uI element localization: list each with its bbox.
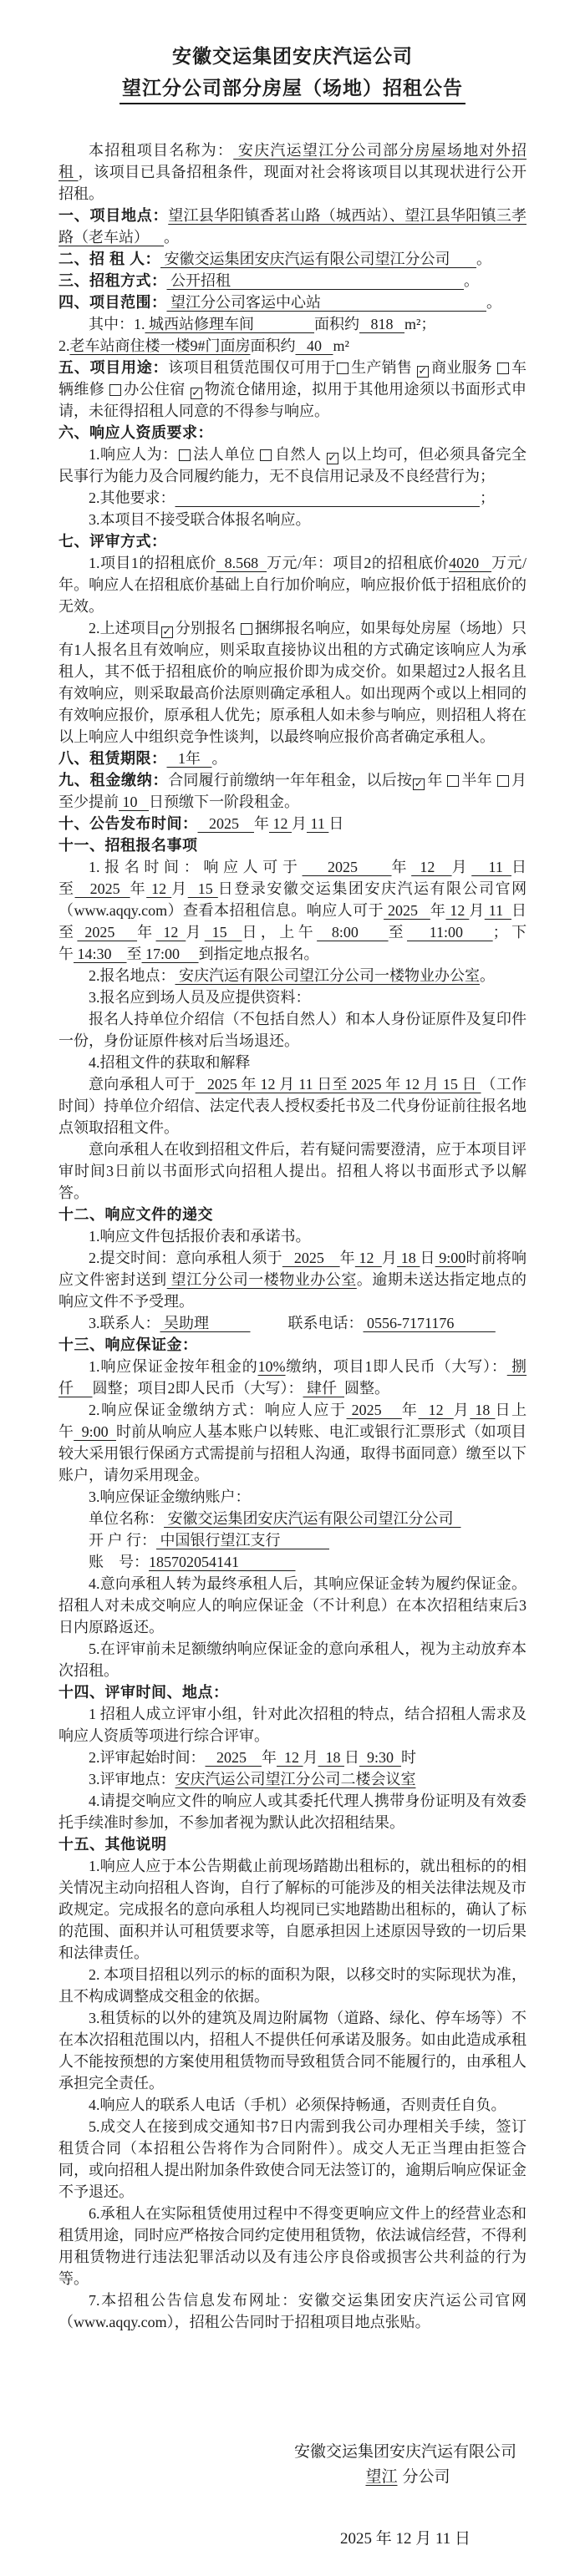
fill-in-value: 15 (187, 880, 218, 897)
text-run: 至 (126, 946, 142, 962)
text-run: 。 (486, 294, 501, 311)
paragraph (58, 986, 526, 1008)
text-run: 时 (401, 1749, 417, 1766)
text-run: 缴纳，项目1即人民币（大写）： (285, 1358, 507, 1375)
fill-in-value: 12 (354, 1250, 382, 1266)
text-run: 5.在评审前未足额缴纳响应保证金的意向承租人，视为主动放弃本次招租。 (58, 1640, 526, 1679)
paragraph (58, 1399, 526, 1486)
text-run: 4.意向承租人转为最终承租人后，其响应保证金转为履约保证金。招租人对未成交响应人的响应保证金（不计利息）在本次招租结束后3日内原路返还。 (58, 1575, 526, 1635)
fill-in-value: 中国银行望江支行 (156, 1532, 329, 1549)
text-run: 车辆维修 (58, 359, 527, 398)
paragraph (58, 248, 526, 270)
text-run: 1.响应人为： (89, 446, 178, 463)
fill-in-value: 11 (471, 859, 511, 875)
fill-in-value: 8:00 (317, 924, 389, 941)
text-run: 面积约 (314, 316, 359, 332)
paragraph (58, 1008, 526, 1052)
text-run: 年 (339, 1250, 355, 1266)
text-run: 时前将响应文件密封送到 (58, 1250, 527, 1288)
paragraph (58, 1551, 526, 1573)
fill-in-value: 公开招租 (166, 272, 464, 289)
fill-in-value: 185702054141 (149, 1554, 296, 1570)
text-run: 4.响应人的联系人电话（手机）必须保持畅通，否则责任自负。 (89, 2097, 506, 2113)
fill-in-value: 2025 (205, 1749, 262, 1766)
text-run: 2.其他要求： (89, 489, 176, 506)
fill-in-value: 2025 (282, 1250, 340, 1266)
fill-in-value: 10 (119, 794, 149, 810)
fill-in-value: 2025 (77, 924, 138, 941)
fill-in-value: 吴助理 (160, 1315, 251, 1331)
text-run: 2. 本项目招租以列示的标的面积为限，以移交时的实际现状为准，且不构成调整成交租金的依据。 (58, 1966, 526, 2005)
text-run: 自然人 (274, 446, 326, 463)
fill-in-value: 18 (318, 1749, 344, 1766)
text-run: 物流仓储用途，拟用于其他用途须以书面形式申请，未征得招租人同意的不得参与响应。 (58, 381, 527, 419)
paragraph (58, 444, 526, 487)
text-run: 月 (451, 859, 472, 875)
doc-body (58, 139, 526, 2333)
fill-in-value: 12 (146, 880, 172, 897)
fill-in-value: 15 (204, 924, 242, 941)
text-run: 3.租赁标的以外的建筑及周边附属物（道路、绿化、停车场等）不在本次招租范围以内，招租人不提供任何承诺及服务。如由此造成承租人不能按预想的方案使用租赁物而导致租赁合同不能履行的，由承租人承担完全责任。 (58, 2010, 526, 2092)
text-run: 办公住宿 (123, 381, 190, 398)
paragraph (58, 769, 526, 813)
text-run: 2.报名地点： (89, 967, 176, 984)
text-run: 4.招租文件的获取和解释 (89, 1054, 251, 1071)
footer-branch (267, 2465, 543, 2490)
footer-company: 安徽交运集团安庆汽运有限公司 (293, 2443, 516, 2461)
text-run: m² (333, 337, 349, 354)
doc-subtitle-text: 望江分公司部分房屋（场地）招租公告 (120, 75, 465, 104)
paragraph (58, 2289, 526, 2333)
text-run: 3.联系人： (89, 1315, 160, 1331)
checkbox-checked-icon: ✓ (414, 778, 424, 790)
paragraph (58, 1334, 526, 1356)
fill-in-value: 18 (470, 1402, 496, 1418)
text-run: 捆绑报名响应，如果每处房屋（场地）只有1人报名且有效响应，则采取直接协议出租的方式确定该响应人为承租人，其不低于招租底价的响应报价即为成交价。如果超过2人报名且有效响应，则采取最高价法原则确定承租人。如出现两个或以上相同的有效响应报价，原承租人优先；原承租人如未参与响应，则招租人将在以上响应人中组织竞争性谈判，以最终响应报价高者确定承租人。 (58, 620, 527, 745)
text-run: 3.报名应到场人员及应提供资料： (89, 989, 311, 1006)
text-run: 至 (388, 924, 407, 941)
fill-in-value: 2025 (197, 815, 254, 832)
doc-title: 安徽交运集团安庆汽运公司 (172, 45, 413, 67)
paragraph (58, 1312, 526, 1334)
text-run: 联系电话： (287, 1315, 364, 1331)
paragraph (58, 552, 526, 617)
checkbox-unchecked-icon (337, 363, 348, 374)
paragraph (58, 139, 526, 205)
paragraph (58, 292, 526, 313)
text-run: 时前从响应人基本账户以转账、电汇或银行汇票形式（如项目较大采用银行保函方式需提前与招租人沟通，取得书面同意）缴至以下账户，请勿采用现金。 (58, 1423, 527, 1483)
fill-in-value: 2025 (74, 880, 130, 897)
text-run: 以上均可，但必须具备完全民事行为能力及合同履约能力，无不良信用记录及不良经营行为； (58, 446, 527, 484)
paragraph (58, 335, 526, 357)
text-run: 5.成交人在接到成交通知书7日内需到我公司办理相关手续，签订租赁合同（本招租公告将作为合同附件）。成交人无正当理由拒签合同，或向招租人提出附加条件致使合同无法签订的，逾期后响应保证金不予退还。 (58, 2118, 526, 2200)
paragraph (58, 813, 526, 834)
section-label: 五、项目用途： (58, 359, 169, 376)
fill-in-value: 9:00 (435, 1250, 466, 1266)
text-run: 月 (292, 815, 307, 832)
paragraph (58, 1638, 526, 1681)
fill-in-value: 2025 (346, 1402, 402, 1418)
text-run: 意向承租人在收到招租文件后，若有疑问需要澄清，应于本项目评审时间3日前以书面形式向招租人提出。招租人将以书面形式予以解答。 (58, 1141, 526, 1201)
fill-in-value: 城西站修理车间 (145, 316, 314, 332)
text-run: m²； (404, 316, 436, 332)
text-run: 日 (420, 1250, 435, 1266)
paragraph (58, 1073, 526, 1138)
text-run: 日 (344, 1749, 359, 1766)
fill-in-value: 肆仟 (303, 1380, 344, 1397)
text-run: 1.报名时间：响应人可于 (89, 859, 303, 875)
text-run: 商业服务 (430, 359, 496, 376)
fill-in-value: 12 (269, 815, 292, 832)
section-label: 十五、其他说明 (58, 1836, 167, 1853)
fill-in-value: 0556-7171176 (363, 1315, 496, 1331)
text-run: 。 (464, 272, 479, 289)
paragraph (58, 1529, 526, 1551)
text-run: ，该项目已具备招租条件，现面对社会将该项目以其现状进行公开招租。 (58, 164, 527, 202)
text-run: 月 (453, 1402, 471, 1418)
text-run: 1 招租人成立评审小组，针对此次招租的特点，结合招租人需求及响应人资质等项进行综合评审。 (58, 1706, 526, 1744)
text-run: 单位名称： (89, 1510, 164, 1527)
fill-in-value: 11 (484, 902, 512, 919)
doc-subtitle (58, 75, 526, 104)
text-run: 1.响应文件包括报价表和承诺书。 (89, 1228, 311, 1245)
paragraph (58, 1138, 526, 1204)
paragraph (58, 509, 526, 530)
text-run: 。 (476, 251, 492, 267)
paragraph (58, 313, 526, 335)
section-label: 十二、响应文件的递交 (58, 1206, 213, 1223)
fill-in-value: 望江县华阳镇香茗山路（城西站）、望江县华阳镇三孝路（老车站） (58, 207, 526, 246)
text-run: 3.本项目不接受联合体报名响应。 (89, 511, 311, 528)
fill-in-value: 捌仟 (58, 1358, 527, 1397)
text-run: 日 (328, 815, 344, 832)
footer-branch-suffix: 分公司 (402, 2468, 450, 2486)
checkbox-unchecked-icon (260, 449, 272, 461)
text-run (251, 1315, 288, 1331)
paragraph (58, 205, 526, 248)
paragraph (58, 1052, 526, 1073)
paragraph (58, 530, 526, 552)
fill-in-value: 818 (359, 316, 404, 332)
paragraph (58, 1855, 526, 1964)
paragraph (58, 1681, 526, 1703)
text-run: 年 (130, 880, 147, 897)
paragraph (58, 357, 526, 422)
text-run: 日预缴下一阶段租金。 (149, 794, 299, 810)
checkbox-unchecked-icon (497, 775, 509, 787)
text-run: 意向承租人可于 (89, 1076, 196, 1093)
text-run: 。 (164, 229, 179, 246)
footer-date: 2025 年 12 月 11 日 (339, 2530, 471, 2548)
footer-branch-name: 望江 (365, 2468, 398, 2486)
checkbox-checked-icon: ✓ (418, 365, 428, 378)
paragraph (58, 270, 526, 292)
paragraph (58, 2116, 526, 2203)
text-run: 月 (186, 924, 205, 941)
paragraph (58, 965, 526, 986)
text-run: 7.本招租公告信息发布网址：安徽交运集团安庆汽运公司官网（www.aqqy.com），招租公告同时于招租项目地点张贴。 (58, 2292, 526, 2330)
section-label: 一、项目地点： (58, 207, 169, 224)
text-run: 生产销售 (350, 359, 416, 376)
text-run: 日至 (58, 859, 526, 897)
section-label: 十三、响应保证金： (58, 1336, 198, 1353)
text-run: 合同履行前缴纳一年年租金，以后按 (168, 772, 413, 789)
text-run: 年 (254, 815, 269, 832)
fill-in-value: 安徽交运集团安庆汽运有限公司望江分公司 (164, 1510, 461, 1527)
paragraph (58, 1225, 526, 1247)
text-run: 1.响应保证金按年租金的 (89, 1358, 258, 1375)
fill-in-value: 安庆汽运有限公司望江分公司一楼物业办公室 (175, 967, 480, 984)
text-run: 报名人持单位介绍信（不包括自然人）和本人身份证原件及复印件一份，身份证原件核对后当场退还。 (58, 1011, 526, 1049)
text-run: 年 (262, 1749, 277, 1766)
paragraph (58, 2007, 526, 2094)
text-run: 年 (137, 924, 156, 941)
fill-in-value: 安徽交运集团安庆汽运有限公司望江分公司 (160, 251, 477, 267)
text-run: 2.上述项目 (89, 620, 160, 636)
text-run: 法人单位 (192, 446, 260, 463)
paragraph (58, 1486, 526, 1508)
fill-in-value: 17:00 (141, 946, 199, 962)
text-run: 月 (381, 1250, 398, 1266)
paragraph (58, 748, 526, 769)
paragraph (58, 1703, 526, 1747)
text-run: 日至 (58, 902, 527, 941)
fill-in-value: 老车站商住楼一楼9#门面房 (69, 337, 251, 354)
section-label: 十一、招租报名事项 (58, 837, 198, 854)
fill-in-value: 12 (277, 1749, 303, 1766)
checkbox-unchecked-icon (241, 623, 252, 635)
section-label: 十、公告发布时间： (58, 815, 198, 832)
fill-in-value (176, 489, 481, 506)
text-run: 月 (469, 902, 485, 919)
text-run: ；下午 (58, 924, 527, 962)
paragraph (58, 834, 526, 856)
checkbox-unchecked-icon (447, 775, 459, 787)
paragraph (58, 1247, 526, 1312)
text-run: 年 (427, 772, 447, 789)
checkbox-unchecked-icon (497, 363, 509, 374)
text-run: 年 (401, 1402, 419, 1418)
text-run: 6.承租人在实际租赁使用过程中不得变更响应文件上的经营业态和租赁用途，同时应严格按合同约定使用租赁物，依法诚信经营，不得利用租赁物进行违法犯罪活动以及有违公序良俗或损害公共利益的行为等。 (58, 2205, 526, 2287)
checkbox-unchecked-icon (179, 449, 191, 461)
text-run: 该项目租赁范围仅可用于 (168, 359, 336, 376)
fill-in-value: 安庆汽运公司望江分公司二楼会议室 (175, 1771, 416, 1787)
fill-in-value: 望江分公司客运中心站 (166, 294, 486, 311)
section-label: 六、响应人资质要求： (58, 424, 213, 441)
text-run: 日上午 (58, 1402, 527, 1440)
signature-block (267, 2440, 543, 2552)
paragraph (58, 1768, 526, 1790)
text-run: （工作时间）持单位介绍信、法定代表人授权委托书及二代身份证前往报名地点领取招租文件。 (58, 1076, 527, 1136)
fill-in-value: 10% (257, 1358, 286, 1375)
checkbox-unchecked-icon (109, 384, 121, 396)
section-label: 七、评审方式： (58, 533, 167, 550)
text-run: 1.项目1的招租底价 (89, 555, 216, 571)
fill-in-value: 望江分公司一楼物业办公室 (166, 1271, 357, 1288)
text-run: 3.评审地点： (89, 1771, 176, 1787)
fill-in-value: 40 (295, 337, 333, 354)
text-run: 。 (211, 750, 227, 767)
paragraph (58, 2094, 526, 2116)
text-run: 日登录安徽交运集团安庆汽运有限公司官网（www.aqqy.com）查看本招租信息。响应人可于 (58, 880, 527, 919)
section-label: 九、租金缴纳： (58, 772, 169, 789)
text-run: 。逾期未送达指定地点的响应文件不予受理。 (58, 1271, 527, 1310)
fill-in-value: 8.568 (216, 555, 267, 571)
paragraph (58, 1790, 526, 1833)
text-run: 圆整。 (344, 1380, 389, 1397)
paragraph (58, 1573, 526, 1638)
fill-in-value: 9:00 (74, 1423, 116, 1440)
fill-in-value: 11 (307, 815, 329, 832)
text-run: 账 号： (89, 1554, 149, 1570)
fill-in-value: 18 (397, 1250, 420, 1266)
text-run: 半年 (461, 772, 496, 789)
text-run: 2.评审起始时间： (89, 1749, 206, 1766)
text-run: 万元/年。响应人在招租底价基础上自行加价响应，响应报价低于招租底价的无效。 (58, 555, 527, 615)
paragraph (58, 1508, 526, 1529)
text-run: 年 (430, 902, 446, 919)
text-run: 月 (171, 880, 188, 897)
text-run: 其中：1. (89, 316, 145, 332)
section-label: 四、项目范围： (58, 294, 167, 311)
text-run: 4.请提交响应文件的响应人或其委托代理人携带身份证明及有效委托手续准时参加，不参加者视为默认此次招租结果。 (58, 1793, 526, 1831)
fill-in-value: 4020 (449, 555, 492, 571)
section-label: 八、租赁期限： (58, 750, 167, 767)
text-run: 面积约 (250, 337, 296, 354)
fill-in-value: 1年 (166, 750, 212, 767)
text-run: 2.响应保证金缴纳方式：响应人应于 (89, 1402, 347, 1418)
fill-in-value: 2025 (302, 859, 392, 875)
fill-in-value: 12 (411, 859, 452, 875)
text-run: 1.响应人应于本公告期截止前现场踏勘出租标的，就出租标的的相关情况主动向招租人咨询，自行了解标的可能涉及的相关法律法规及市政规定。完成报名的意向承租人均视同已实地踏勘出租标的，确认了标的范围、面积并认可租赁要求等，自愿承担因上述原因导致的一切后果和法律责任。 (58, 1858, 526, 1961)
fill-in-value: 安庆汽运望江分公司部分房屋场地对外招租 (58, 142, 527, 180)
checkbox-checked-icon: ✓ (328, 452, 338, 464)
paragraph (58, 1964, 526, 2007)
text-run: 圆整；项目2即人民币（大写）： (92, 1380, 303, 1397)
fill-in-value: 9:30 (359, 1749, 402, 1766)
text-run: 到指定地点报名。 (198, 946, 319, 962)
fill-in-value: 11:00 (406, 924, 493, 941)
text-run: 月 至少提前 (58, 772, 527, 810)
fill-in-value: 12 (418, 1402, 454, 1418)
checkbox-checked-icon: ✓ (162, 626, 172, 638)
paragraph (58, 856, 526, 965)
text-run: 日，上午 (242, 924, 318, 941)
paragraph (58, 1833, 526, 1855)
fill-in-value: 14:30 (74, 946, 127, 962)
fill-in-value: 2025 (384, 902, 430, 919)
fill-in-value: 12 (155, 924, 186, 941)
paragraph (58, 1204, 526, 1225)
checkbox-checked-icon: ✓ (191, 387, 201, 399)
paragraph (58, 422, 526, 444)
text-run: 月 (303, 1749, 318, 1766)
text-run: 开 户 行： (89, 1532, 156, 1549)
text-run: 本招租项目名称为： (89, 142, 234, 159)
section-label: 三、招租方式： (58, 272, 167, 289)
text-run: 2.提交时间：意向承租人须于 (89, 1250, 282, 1266)
text-run: 分别报名 (175, 620, 240, 636)
text-run: 年 (391, 859, 412, 875)
paragraph (58, 487, 526, 509)
paragraph (58, 1747, 526, 1768)
fill-in-value: 12 (445, 902, 470, 919)
paragraph (58, 2203, 526, 2289)
text-run: 万元/年：项目2的招租底价 (267, 555, 450, 571)
text-run: 。 (480, 967, 495, 984)
section-label: 十四、评审时间、地点： (58, 1684, 229, 1701)
fill-in-value: 2025 年 12 月 11 日至 2025 年 12 月 15 日 (195, 1076, 481, 1093)
paragraph (58, 617, 526, 748)
paragraph (58, 1356, 526, 1399)
text-run: 2. (58, 337, 70, 354)
section-label: 二、招 租 人： (58, 251, 161, 267)
text-run: ； (480, 489, 495, 506)
text-run: 3.响应保证金缴纳账户： (89, 1488, 251, 1505)
